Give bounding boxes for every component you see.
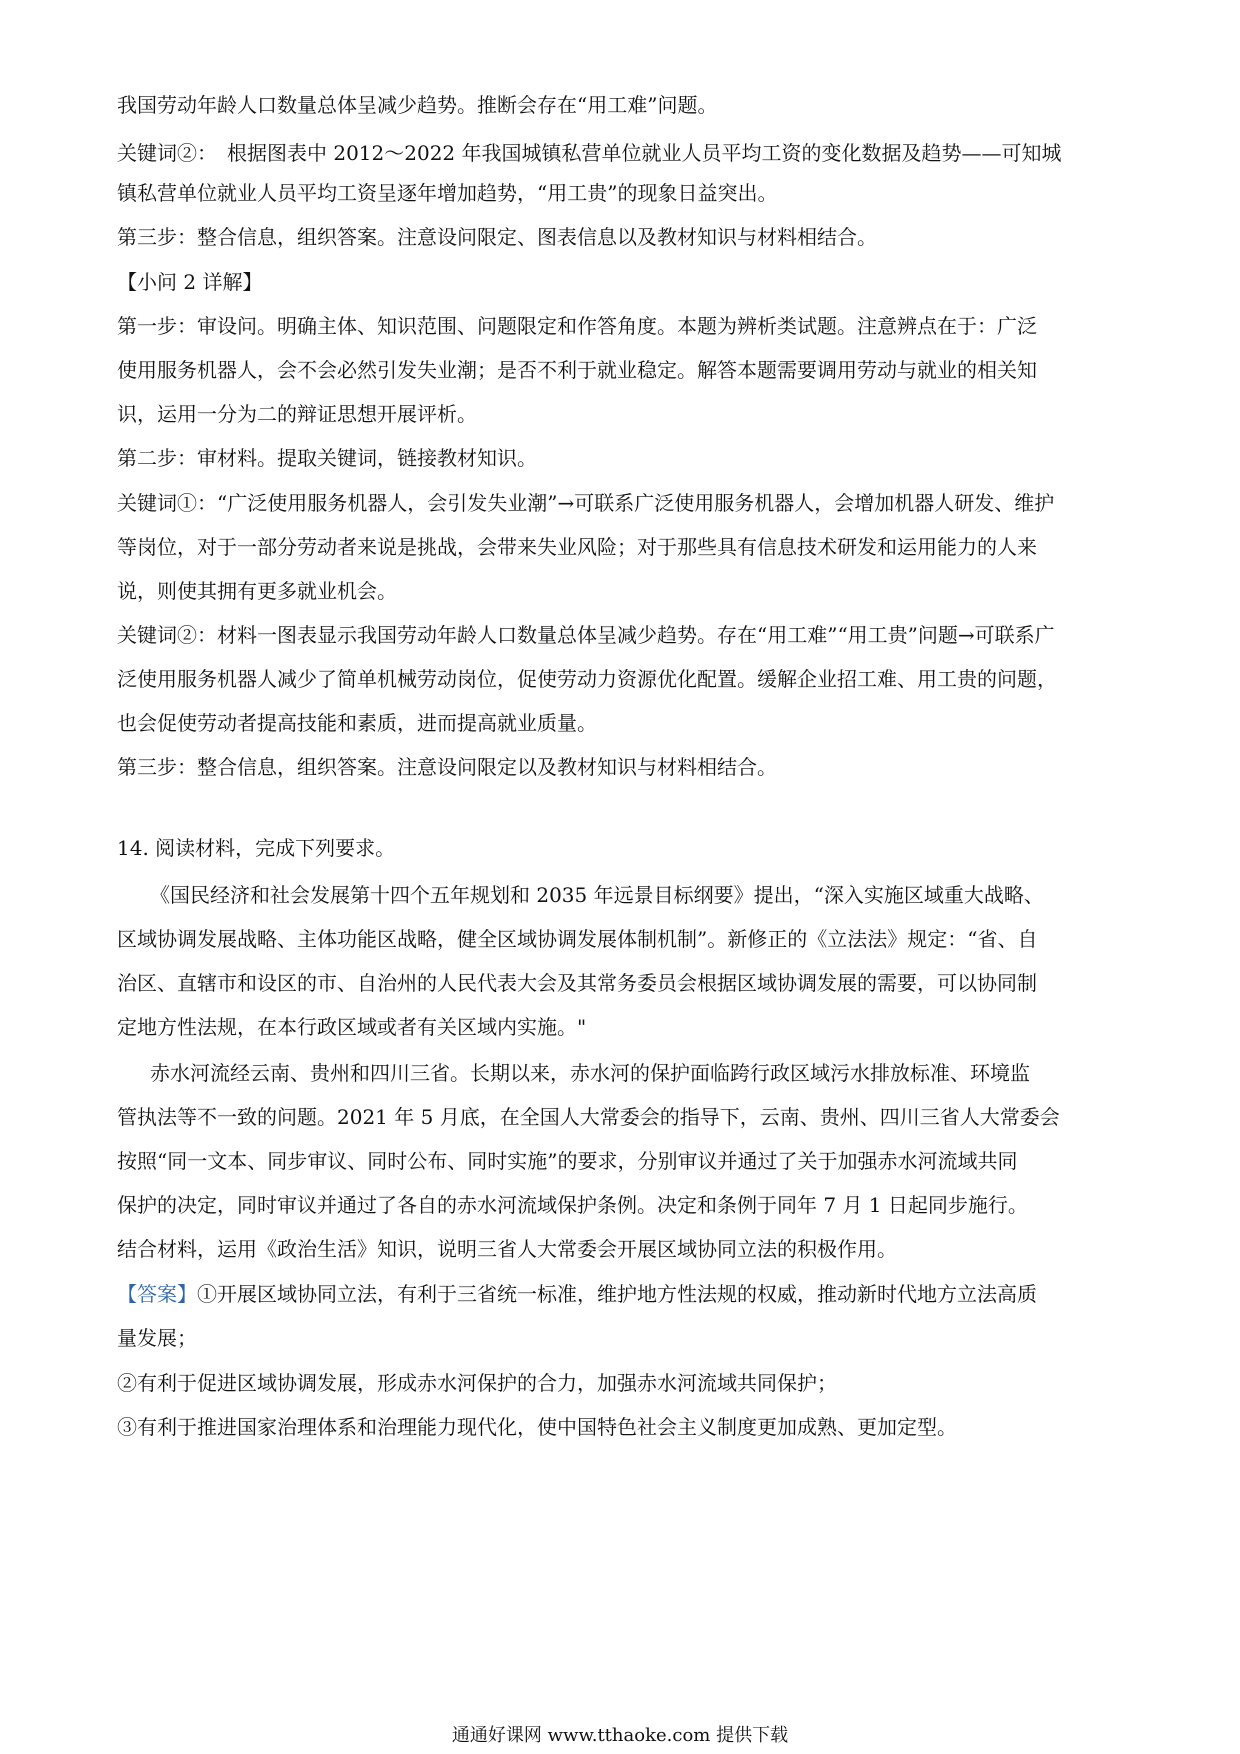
text-line: 等岗位，对于一部分劳动者来说是挑战，会带来失业风险；对于那些具有信息技术研发和运用能力的人来: [117, 535, 1037, 559]
text-line: 关键词②： 根据图表中 2012～2022 年我国城镇私营单位就业人员平均工资的变化数据及趋势——可知城: [117, 141, 1062, 165]
question-prompt: 结合材料，运用《政治生活》知识，说明三省人大常委会开展区域协同立法的积极作用。: [117, 1237, 897, 1261]
answer-line: ③有利于推进国家治理体系和治理能力现代化，使中国特色社会主义制度更加成熟、更加定型。: [117, 1415, 957, 1439]
text-line: 我国劳动年龄人口数量总体呈减少趋势。推断会存在“用工难”问题。: [117, 93, 718, 117]
text-line: 泛使用服务机器人减少了简单机械劳动岗位，促使劳动力资源优化配置。缓解企业招工难、用工贵的问题，: [117, 667, 1057, 691]
question-title: 14. 阅读材料，完成下列要求。: [117, 836, 396, 860]
text-line: 第二步：审材料。提取关键词，链接教材知识。: [117, 446, 537, 470]
text-line: 第一步：审设问。明确主体、知识范围、问题限定和作答角度。本题为辨析类试题。注意辨点在于：广泛: [117, 314, 1037, 338]
text-line: 说，则使其拥有更多就业机会。: [117, 579, 397, 603]
material-line: 《国民经济和社会发展第十四个五年规划和 2035 年远景目标纲要》提出，“深入实施区域重大战略、: [150, 883, 1044, 907]
answer-label: 【答案】: [117, 1282, 197, 1306]
material-line: 保护的决定，同时审议并通过了各自的赤水河流域保护条例。决定和条例于同年 7 月 1 日起同步施行。: [117, 1193, 1028, 1217]
text-line: 识，运用一分为二的辩证思想开展评析。: [117, 402, 477, 426]
material-line: 定地方性法规，在本行政区域或者有关区域内实施。": [117, 1015, 587, 1039]
page-footer: 通通好课网 www.tthaoke.com 提供下载: [451, 1725, 789, 1746]
text-line: 关键词①：“广泛使用服务机器人，会引发失业潮”→可联系广泛使用服务机器人，会增加机器人研发、维护: [117, 491, 1055, 515]
answer-line: [117, 1279, 1037, 1309]
text-line: 第三步：整合信息，组织答案。注意设问限定以及教材知识与材料相结合。: [117, 755, 777, 779]
text-line: 镇私营单位就业人员平均工资呈逐年增加趋势，“用工贵”的现象日益突出。: [117, 181, 778, 205]
text-line: 也会促使劳动者提高技能和素质，进而提高就业质量。: [117, 711, 597, 735]
text-line: 使用服务机器人，会不会必然引发失业潮；是否不利于就业稳定。解答本题需要调用劳动与就业的相关知: [117, 358, 1037, 382]
subsection-heading: 【小问 2 详解】: [117, 270, 263, 294]
material-line: 管执法等不一致的问题。2021 年 5 月底，在全国人大常委会的指导下，云南、贵州、四川三省人大常委会: [117, 1105, 1060, 1129]
text-line: 关键词②：材料一图表显示我国劳动年龄人口数量总体呈减少趋势。存在“用工难”“用工贵”问题→可联系广: [117, 623, 1055, 647]
material-line: 赤水河流经云南、贵州和四川三省。长期以来，赤水河的保护面临跨行政区域污水排放标准、环境监: [150, 1061, 1030, 1085]
answer-text: ①开展区域协同立法，有利于三省统一标准，维护地方性法规的权威，推动新时代地方立法高质: [197, 1282, 1037, 1306]
answer-line: 量发展；: [117, 1326, 197, 1350]
material-line: 区域协调发展战略、主体功能区战略，健全区域协调发展体制机制”。新修正的《立法法》规定：“省、自: [117, 927, 1038, 951]
text-line: 第三步：整合信息，组织答案。注意设问限定、图表信息以及教材知识与材料相结合。: [117, 225, 877, 249]
material-line: 治区、直辖市和设区的市、自治州的人民代表大会及其常务委员会根据区域协调发展的需要，可以协同制: [117, 971, 1037, 995]
answer-line: ②有利于促进区域协调发展，形成赤水河保护的合力，加强赤水河流域共同保护；: [117, 1371, 837, 1395]
material-line: 按照“同一文本、同步审议、同时公布、同时实施”的要求，分别审议并通过了关于加强赤水河流域共同: [117, 1149, 1018, 1173]
